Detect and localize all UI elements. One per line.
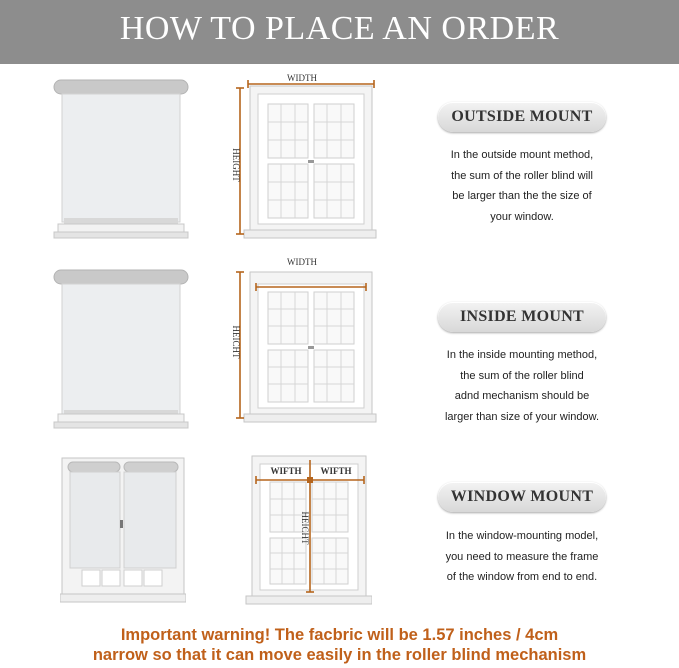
height-label: HEIGHT: [231, 148, 241, 182]
inside-mount-description: In the inside mounting method, the sum of the roller blind adnd mechanism should be larger than size of your window.: [444, 349, 600, 423]
window-mount-window-illustration: [244, 452, 372, 608]
outside-mount-description: In the outside mount method, the sum of the roller blind will be larger than the the size of your window.: [450, 149, 594, 223]
outside-mount-title: OUTSIDE MOUNT: [451, 108, 593, 125]
inside-mount-title: INSIDE MOUNT: [459, 308, 585, 325]
inside-mount-window-illustration: [224, 254, 384, 426]
inside-mount-blind-illustration: [52, 268, 194, 430]
width-label: WIDTH: [287, 73, 317, 83]
wifth-label-right: WIFTH: [320, 466, 352, 476]
window-mount-blind-illustration: [60, 456, 186, 608]
height-label: HEICHT: [300, 511, 310, 545]
outside-mount-window-illustration: [224, 70, 384, 242]
important-warning: [0, 625, 679, 665]
header-banner: [0, 0, 679, 64]
width-label: WIDTH: [287, 257, 317, 267]
outside-mount-blind-illustration: [52, 78, 194, 240]
height-label: HEICHT: [231, 325, 241, 359]
wifth-label-left: WIFTH: [270, 466, 302, 476]
window-mount-description: In the window-mounting model, you need to measure the frame of the window from end to end.: [445, 530, 599, 583]
window-mount-badge: [438, 482, 606, 512]
outside-mount-badge: [438, 102, 606, 132]
window-mount-title: WINDOW MOUNT: [450, 488, 594, 505]
warning-line-2: narrow so that it can move easily in the roller blind mechanism: [92, 646, 587, 664]
inside-mount-badge: [438, 302, 606, 332]
page-title: HOW TO PLACE AN ORDER: [119, 10, 560, 47]
warning-line-1: Important warning! The facbric will be 1.57 inches / 4cm: [120, 626, 559, 644]
